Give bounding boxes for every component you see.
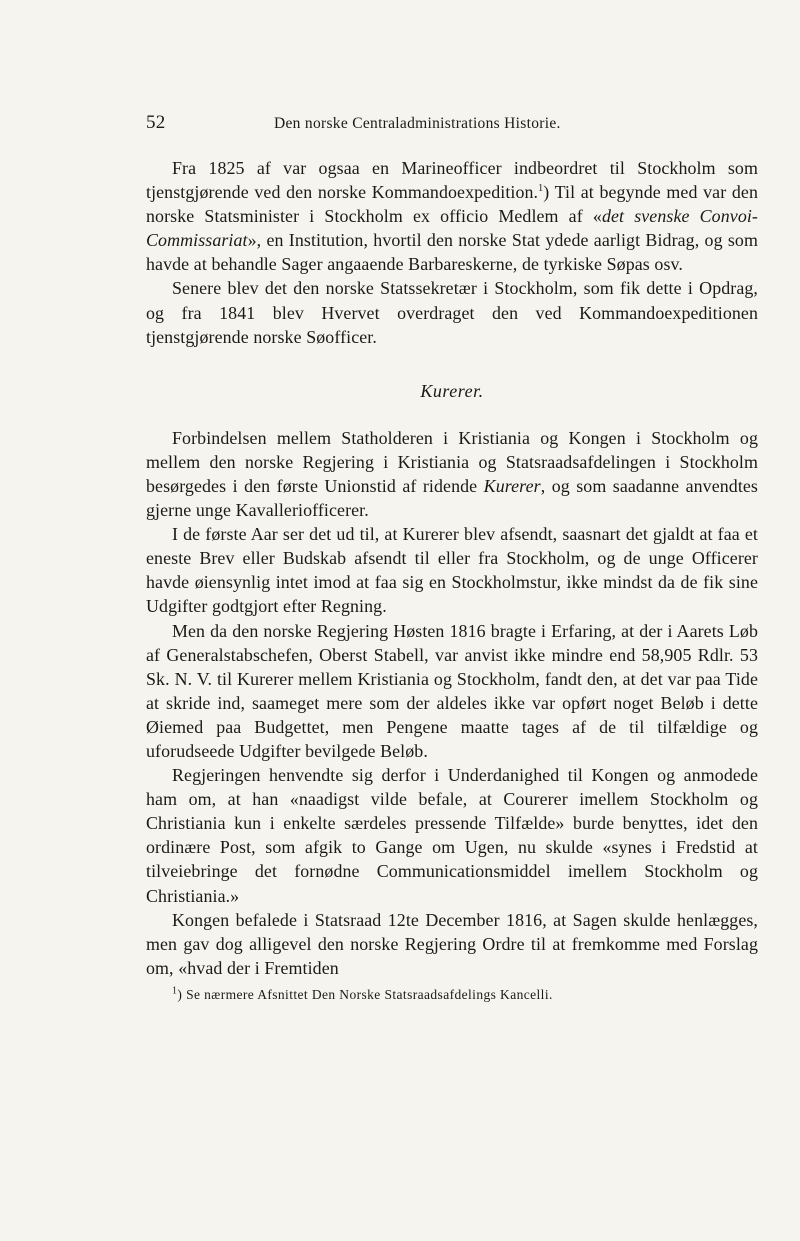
paragraph-3-italic: Kurerer bbox=[483, 475, 541, 496]
paragraph-1-text-c: », en Institution, hvortil den norske Stat ydede aarligt Bidrag, og som havde at behandle Sager angaaende Barbareskerne, de tyrkiske Søpas osv. bbox=[146, 230, 758, 275]
footnote bbox=[146, 986, 758, 1004]
book-page bbox=[146, 112, 758, 1004]
paragraph-7: Kongen befalede i Statsraad 12te December 1816, at Sagen skulde henlægges, men gav dog alligevel den norske Regjering Ordre til at fremkomme med Forslag om, «hvad der i Fremtiden bbox=[146, 909, 758, 978]
page-number: 52 bbox=[146, 112, 166, 133]
running-title: Den norske Centraladministrations Historie. bbox=[274, 115, 561, 132]
footnote-text: ) Se nærmere Afsnittet Den Norske Statsraadsafdelings Kancelli. bbox=[177, 986, 553, 1002]
paragraph-1 bbox=[146, 156, 758, 276]
footnote-reference: 1 bbox=[538, 183, 544, 195]
paragraph-1-text-b: ) Til at begynde med var den norske Statsminister i Stockholm ex officio Medlem af « bbox=[146, 182, 759, 227]
running-head bbox=[146, 112, 758, 142]
paragraph-4: I de første Aar ser det ud til, at Kurerer blev afsendt, saasnart det gjaldt at faa et eneste Brev eller Budskab afsendt til eller fra Stockholm, og de unge Officerer havde øiensynlig intet imod at faa sig en Stockholmstur, ikke mindst da de fik sine Udgifter godtgjort efter Regning. bbox=[146, 524, 758, 617]
paragraph-3-text-b: , og som saadanne anvendtes gjerne unge Kavalleriofficerer. bbox=[146, 475, 758, 521]
paragraph-5: Men da den norske Regjering Høsten 1816 bragte i Erfaring, at der i Aarets Løb af Generalstabschefen, Oberst Stabell, var anvist ikke mindre end 58,905 Rdlr. 53 Sk. N. V. til Kurerer mellem Kristiania og Stockholm, fandt den, at det var paa Tide at skride ind, saameget mere som der aldeles ikke var opført noget Beløb i dette Øiemed paa Budgettet, men Pengene maatte tages af de til tilfældige og uforudseede Udgifter bevilgede Beløb. bbox=[146, 620, 758, 761]
paragraph-3 bbox=[146, 426, 758, 522]
paragraph-6: Regjeringen henvendte sig derfor i Underdanighed til Kongen og anmodede ham om, at han «naadigst vilde befale, at Courerer imellem Stockholm og Christiania kun i enkelte særdeles pressende Tilfælde» burde benyttes, idet den ordinære Post, som afgik to Gange om Ugen, nu skulde «synes i Fredstid at tilveiebringe det fornødne Communicationsmiddel imellem Stockholm og Christiania.» bbox=[146, 765, 758, 906]
footnote-marker: 1 bbox=[172, 985, 178, 997]
paragraph-2: Senere blev det den norske Statssekretær i Stockholm, som fik dette i Opdrag, og fra 1841 blev Hvervet overdraget den ved Kommandoexpeditionen tjenstgjørende norske Søofficer. bbox=[146, 278, 758, 347]
paragraph-1-italic: det svenske Convoi-Commissariat bbox=[146, 206, 758, 251]
paragraph-1-text-a: Fra 1825 af var ogsaa en Marineofficer indbeordret til Stockholm som tjenstgjørende ved den norske Kommandoexpedition. bbox=[146, 158, 758, 203]
section-heading-kurerer: Kurerer. bbox=[420, 380, 484, 401]
body-text bbox=[146, 156, 758, 1004]
paragraph-3-text-a: Forbindelsen mellem Statholderen i Kristiania og Kongen i Stockholm og mellem den norske Regjering i Kristiania og Statsraadsafdelingen i Stockholm besørgedes i den første Unionstid af ridende bbox=[146, 427, 758, 496]
